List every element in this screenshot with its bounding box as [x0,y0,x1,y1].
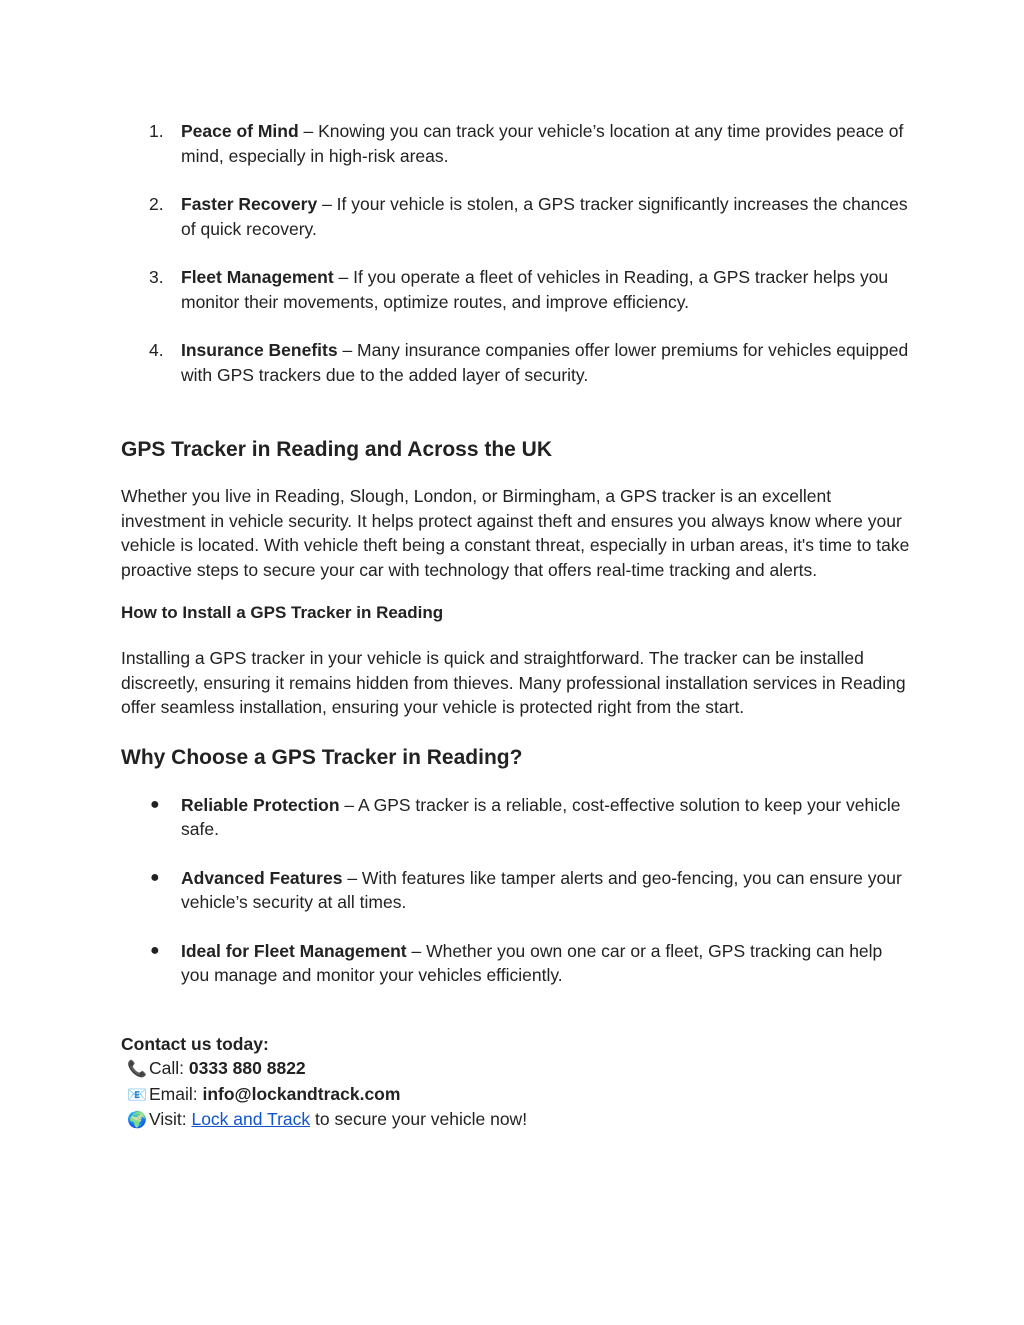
bullet-marker: ● [150,941,160,959]
visit-suffix: to secure your vehicle now! [310,1109,528,1129]
lock-and-track-link[interactable]: Lock and Track [191,1109,311,1129]
list-item-text: – With features like tamper alerts and geo-fencing, you can ensure your vehicle’s security at all times. [181,867,902,912]
list-number: 2. [149,194,164,214]
list-item [121,338,911,387]
section-paragraph-uk: Whether you live in Reading, Slough, London, or Birmingham, a GPS tracker is an excellent investment in vehicle security. It helps protect against theft and ensures you always know where your vehicle is located. With vehicle theft being a constant threat, especially in urban areas, it's time to take proactive steps to secure your car with technology that offers real-time tracking and alerts. [121,486,910,580]
phone-number: 0333 880 8822 [188,1058,306,1078]
bullet-marker: ● [150,868,160,886]
contact-heading-text: Contact us today: [121,1033,269,1054]
list-item [121,939,911,988]
list-item-text: – If you operate a fleet of vehicles in Reading, a GPS tracker helps you monitor their movements, optimize routes, and improve efficiency. [181,267,889,312]
list-item [121,866,911,915]
section-heading-uk: GPS Tracker in Reading and Across the UK [121,438,553,461]
section-paragraph-install: Installing a GPS tracker in your vehicle is quick and straightforward. The tracker can be installed discreetly, ensuring it remains hidden from thieves. Many professional installation services in Reading offer seamless installation, ensuring your vehicle is protected right from the start. [121,648,906,717]
email-icon: 📧 [127,1084,147,1104]
list-item-title: Ideal for Fleet Management [181,940,407,961]
contact-heading [121,1032,911,1057]
section-heading-install: How to Install a GPS Tracker in Reading [121,603,444,622]
list-item-text: – Knowing you can track your vehicle’s location at any time provides peace of mind, especially in high-risk areas. [181,121,904,166]
list-item-title: Faster Recovery [181,194,318,214]
list-item [121,265,911,314]
benefits-list [121,119,911,387]
contact-visit-line [121,1107,911,1133]
list-item-title: Fleet Management [181,267,334,287]
call-label: Call: [149,1058,189,1078]
visit-label: Visit: [149,1109,192,1129]
list-item-text: – If your vehicle is stolen, a GPS tracker significantly increases the chances of quick recovery. [181,194,908,239]
list-number: 4. [149,340,164,360]
list-item [121,793,911,842]
phone-icon: 📞 [127,1059,147,1078]
list-item [121,192,911,241]
list-item-text: – Many insurance companies offer lower premiums for vehicles equipped with GPS trackers due to the added layer of security. [181,340,909,385]
list-item-text: – A GPS tracker is a reliable, cost-effective solution to keep your vehicle safe. [181,794,901,839]
list-item-title: Peace of Mind [181,121,299,141]
list-item-text: – Whether you own one car or a fleet, GPS tracking can help you manage and monitor your vehicles efficiently. [181,940,883,985]
globe-icon: 🌍 [127,1110,147,1129]
why-bullets-list [121,793,911,988]
list-number: 1. [149,121,164,141]
list-item-title: Insurance Benefits [181,340,338,360]
email-label: Email: [149,1083,203,1104]
bullet-marker: ● [150,795,160,813]
list-number: 3. [149,267,164,287]
contact-block [121,1032,911,1133]
list-item-title: Advanced Features [181,867,343,888]
list-item-title: Reliable Protection [181,794,340,815]
section-heading-why: Why Choose a GPS Tracker in Reading? [121,745,523,769]
list-item [121,119,911,168]
contact-email-line [121,1082,911,1108]
document-content [121,119,911,1133]
contact-call-line [121,1056,911,1082]
email-address: info@lockandtrack.com [202,1083,401,1104]
